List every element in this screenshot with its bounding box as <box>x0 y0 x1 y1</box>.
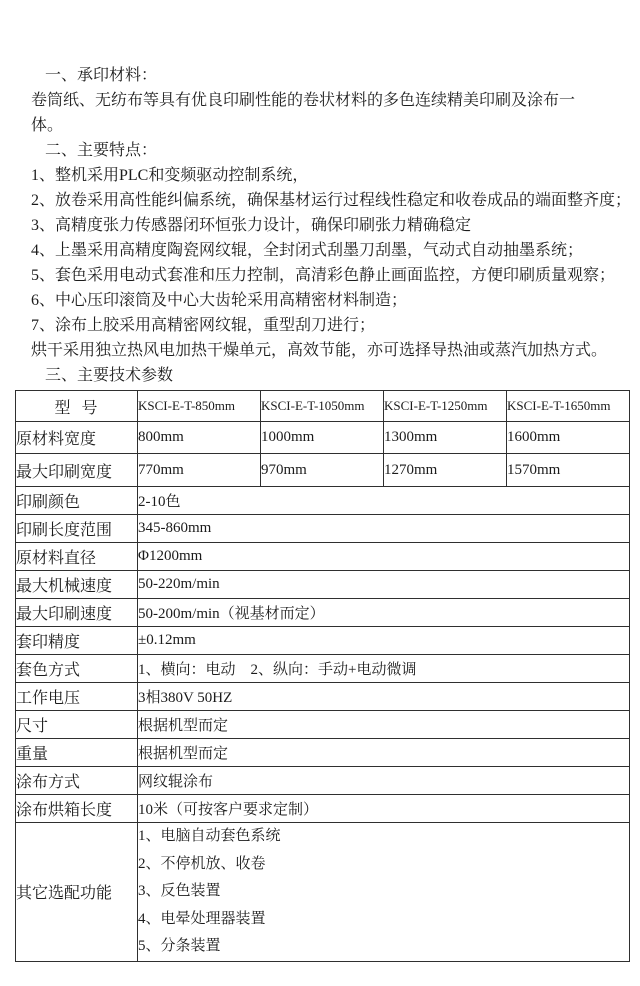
table-row-material-diameter <box>16 543 630 571</box>
row-value: 2-10色 <box>138 487 630 515</box>
row-label: 最大机械速度 <box>16 571 138 599</box>
section-heading-features: 二、主要特点： <box>45 142 158 159</box>
feature-item-2: 2、放卷采用高性能纠偏系统，确保基材运行过程线性稳定和收卷成品的端面整齐度； <box>31 192 632 209</box>
row-value: 800mm <box>138 422 261 454</box>
feature-item-5: 5、套色采用电动式套准和压力控制，高清彩色静止画面监控，方便印刷质量观察； <box>31 267 616 284</box>
feature-item-4: 4、上墨采用高精度陶瓷网纹辊，全封闭式刮墨刀刮墨，气动式自动抽墨系统； <box>31 242 584 259</box>
row-label: 其它选配功能 <box>16 823 138 962</box>
model-cell: KSCI-E-T-850mm <box>138 391 261 422</box>
row-label: 原材料直径 <box>16 543 138 571</box>
row-label: 最大印刷速度 <box>16 599 138 627</box>
row-value: 根据机型而定 <box>138 739 630 767</box>
table-row-working-voltage <box>16 683 630 711</box>
row-value: 1000mm <box>261 422 384 454</box>
feature-item-3: 3、高精度张力传感器闭环恒张力设计，确保印刷张力精确稳定 <box>31 217 472 234</box>
options-list-item: 2、不停机放、收卷 <box>138 855 266 872</box>
options-list-item: 3、反色装置 <box>138 883 221 899</box>
table-row-optional-functions <box>16 823 630 962</box>
row-value: 10米（可按客户要求定制） <box>138 795 630 823</box>
row-label: 重量 <box>16 739 138 767</box>
feature-note-drying: 烘干采用独立热风电加热干燥单元，高效节能，亦可选择导热油或蒸汽加热方式。 <box>31 342 608 359</box>
row-label: 套色方式 <box>16 655 138 683</box>
section-heading-materials: 一、承印材料： <box>45 67 158 84</box>
table-row-material-width <box>16 422 630 454</box>
row-label: 印刷颜色 <box>16 487 138 515</box>
table-row-print-colors <box>16 487 630 515</box>
row-value: 50-200m/min（视基材而定） <box>138 599 630 627</box>
row-value: 345-860mm <box>138 515 630 543</box>
table-row-weight <box>16 739 630 767</box>
intro-line: 体。 <box>31 117 64 134</box>
row-value: 1570mm <box>507 454 630 487</box>
table-row-register-mode <box>16 655 630 683</box>
table-row-coating-method <box>16 767 630 795</box>
row-value: 970mm <box>261 454 384 487</box>
row-value: Φ1200mm <box>138 543 630 571</box>
row-value: 网纹辊涂布 <box>138 767 630 795</box>
table-row-max-mech-speed <box>16 571 630 599</box>
table-header-row <box>16 391 630 422</box>
table-row-max-print-speed <box>16 599 630 627</box>
model-cell: KSCI-E-T-1650mm <box>507 391 630 422</box>
row-value: 根据机型而定 <box>138 711 630 739</box>
model-label-cell: 型 号 <box>16 391 138 422</box>
row-label: 涂布方式 <box>16 767 138 795</box>
intro-line: 卷筒纸、无纺布等具有优良印刷性能的卷状材料的多色连续精美印刷及涂布一 <box>31 92 576 109</box>
options-list <box>138 823 630 962</box>
row-label: 最大印刷宽度 <box>16 454 138 487</box>
row-value: 1、横向：电动 2、纵向：手动+电动微调 <box>138 655 630 683</box>
table-row-dimensions <box>16 711 630 739</box>
table-row-register-accuracy <box>16 627 630 655</box>
row-label: 尺寸 <box>16 711 138 739</box>
row-value: 1300mm <box>384 422 507 454</box>
row-value: 50-220m/min <box>138 571 630 599</box>
row-value: 1270mm <box>384 454 507 487</box>
row-value: 1600mm <box>507 422 630 454</box>
feature-item-7: 7、涂布上胶采用高精密网纹辊，重型刮刀进行； <box>31 317 376 334</box>
feature-item-6: 6、中心压印滚筒及中心大齿轮采用高精密材料制造； <box>31 292 408 309</box>
table-row-coating-oven-length <box>16 795 630 823</box>
intro-section <box>0 0 640 388</box>
row-label: 套印精度 <box>16 627 138 655</box>
row-value: 3相380V 50HZ <box>138 683 630 711</box>
row-label: 印刷长度范围 <box>16 515 138 543</box>
model-cell: KSCI-E-T-1050mm <box>261 391 384 422</box>
options-list-item: 4、电晕处理器装置 <box>138 910 266 927</box>
section-heading-parameters: 三、主要技术参数 <box>45 367 174 384</box>
table-row-max-print-width <box>16 454 630 487</box>
table-row-print-length-range <box>16 515 630 543</box>
row-label: 原材料宽度 <box>16 422 138 454</box>
row-value: 770mm <box>138 454 261 487</box>
options-list-item: 5、分条装置 <box>138 938 221 954</box>
model-cell: KSCI-E-T-1250mm <box>384 391 507 422</box>
row-value: ±0.12mm <box>138 627 630 655</box>
options-list-item: 1、电脑自动套色系统 <box>138 828 281 844</box>
row-label: 工作电压 <box>16 683 138 711</box>
row-label: 涂布烘箱长度 <box>16 795 138 823</box>
feature-item-1: 1、整机采用PLC和变频驱动控制系统， <box>31 167 309 184</box>
spec-table <box>15 390 630 962</box>
